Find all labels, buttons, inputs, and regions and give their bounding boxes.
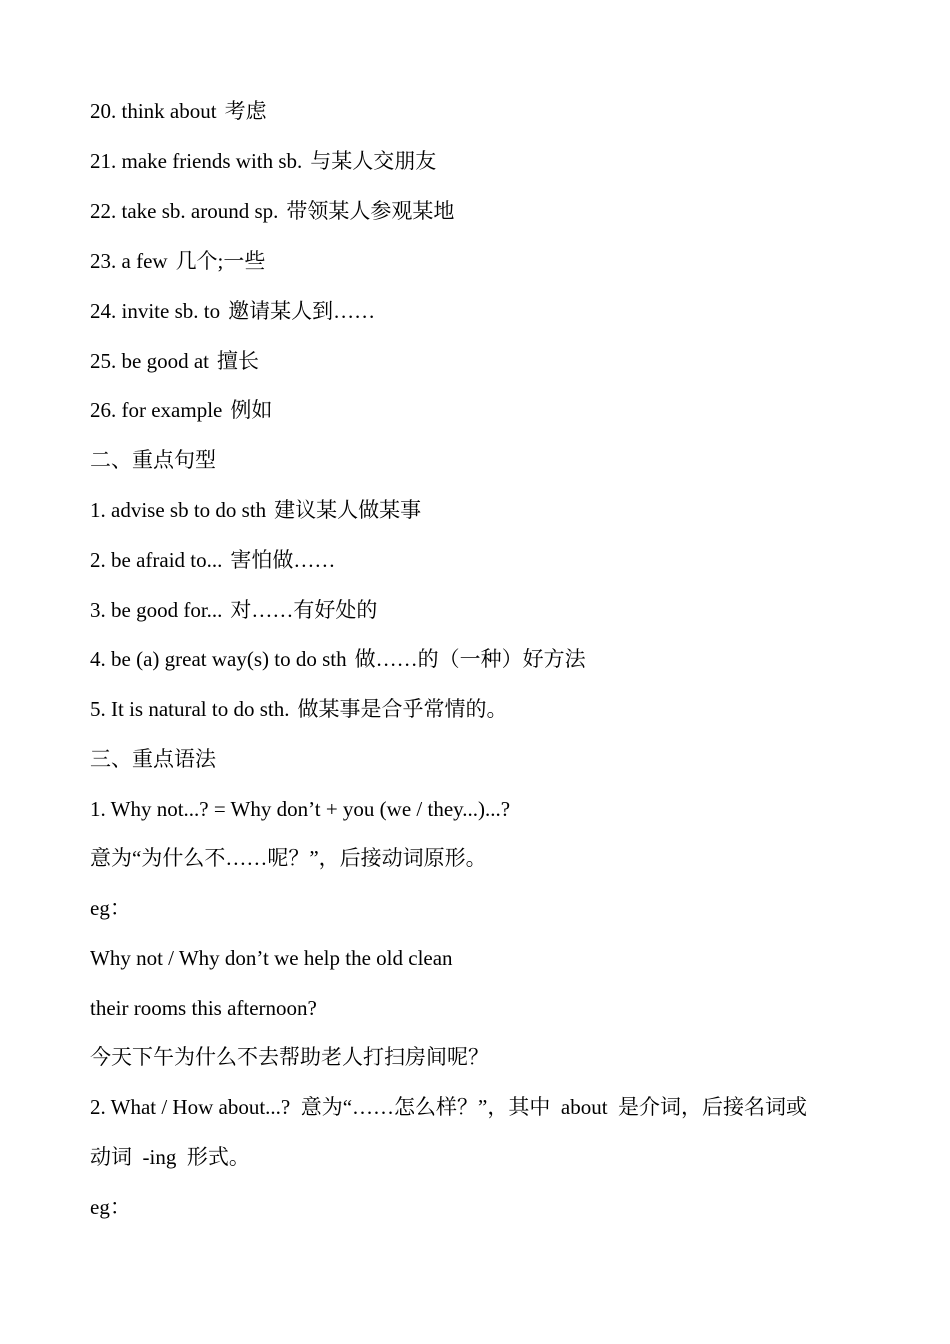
pattern-zh: 建议某人做某事	[274, 498, 422, 522]
phrase-zh: 与某人交朋友	[310, 149, 437, 173]
grammar-2-eg-label: eg：	[90, 1195, 131, 1219]
grammar-1-meaning: 意为“为什么不……呢？”，后接动词原形。	[90, 846, 487, 870]
phrase-en: 24. invite sb. to	[90, 299, 221, 323]
phrase-zh: 邀请某人到……	[228, 299, 376, 323]
pattern-en: 4. be (a) great way(s) to do sth	[90, 647, 347, 671]
pattern-zh: 害怕做……	[230, 548, 336, 572]
grammar-2-text-line-1: 2. What / How about...? 意为“……怎么样？”，其中 about 是介词，后接名词或	[90, 1095, 808, 1119]
phrase-en: 22. take sb. around sp.	[90, 199, 279, 223]
sentence-pattern-1	[90, 497, 421, 523]
grammar-2-text-line-2: 动词 -ing 形式。	[90, 1145, 250, 1169]
sentence-pattern-3	[90, 597, 377, 623]
pattern-en: 2. be afraid to...	[90, 548, 223, 572]
phrase-zh: 几个;一些	[175, 249, 266, 273]
sentence-pattern-2	[90, 547, 335, 573]
phrase-21	[90, 148, 436, 174]
phrase-20	[90, 98, 267, 124]
phrase-24	[90, 298, 375, 324]
phrase-23	[90, 248, 265, 274]
grammar-1-title: 1. Why not...? = Why don’t + you (we / they...)...?	[90, 797, 511, 821]
phrase-en: 25. be good at	[90, 349, 209, 373]
phrase-en: 23. a few	[90, 249, 168, 273]
pattern-zh: 做某事是合乎常情的。	[297, 697, 508, 721]
pattern-en: 3. be good for...	[90, 598, 223, 622]
grammar-1-example-line-2: their rooms this afternoon?	[90, 996, 317, 1020]
pattern-zh: 做……的（一种）好方法	[354, 647, 586, 671]
sentence-pattern-5	[90, 696, 507, 722]
phrase-zh: 考虑	[224, 99, 267, 123]
section-heading-key-sentences: 二、重点句型	[90, 448, 216, 472]
phrase-zh: 例如	[230, 398, 273, 422]
phrase-en: 26. for example	[90, 398, 223, 422]
phrase-en: 20. think about	[90, 99, 217, 123]
grammar-1-translation: 今天下午为什么不去帮助老人打扫房间呢？	[90, 1045, 489, 1069]
grammar-1-eg-label: eg：	[90, 896, 131, 920]
pattern-en: 5. It is natural to do sth.	[90, 697, 290, 721]
phrase-zh: 带领某人参观某地	[286, 199, 455, 223]
phrase-26	[90, 397, 272, 423]
pattern-zh: 对……有好处的	[230, 598, 378, 622]
sentence-pattern-4	[90, 646, 586, 672]
section-heading-key-grammar: 三、重点语法	[90, 747, 216, 771]
phrase-25	[90, 348, 259, 374]
grammar-1-example-line-1: Why not / Why don’t we help the old clean	[90, 946, 453, 970]
phrase-en: 21. make friends with sb.	[90, 149, 303, 173]
phrase-22	[90, 198, 454, 224]
pattern-en: 1. advise sb to do sth	[90, 498, 267, 522]
phrase-zh: 擅长	[216, 349, 259, 373]
